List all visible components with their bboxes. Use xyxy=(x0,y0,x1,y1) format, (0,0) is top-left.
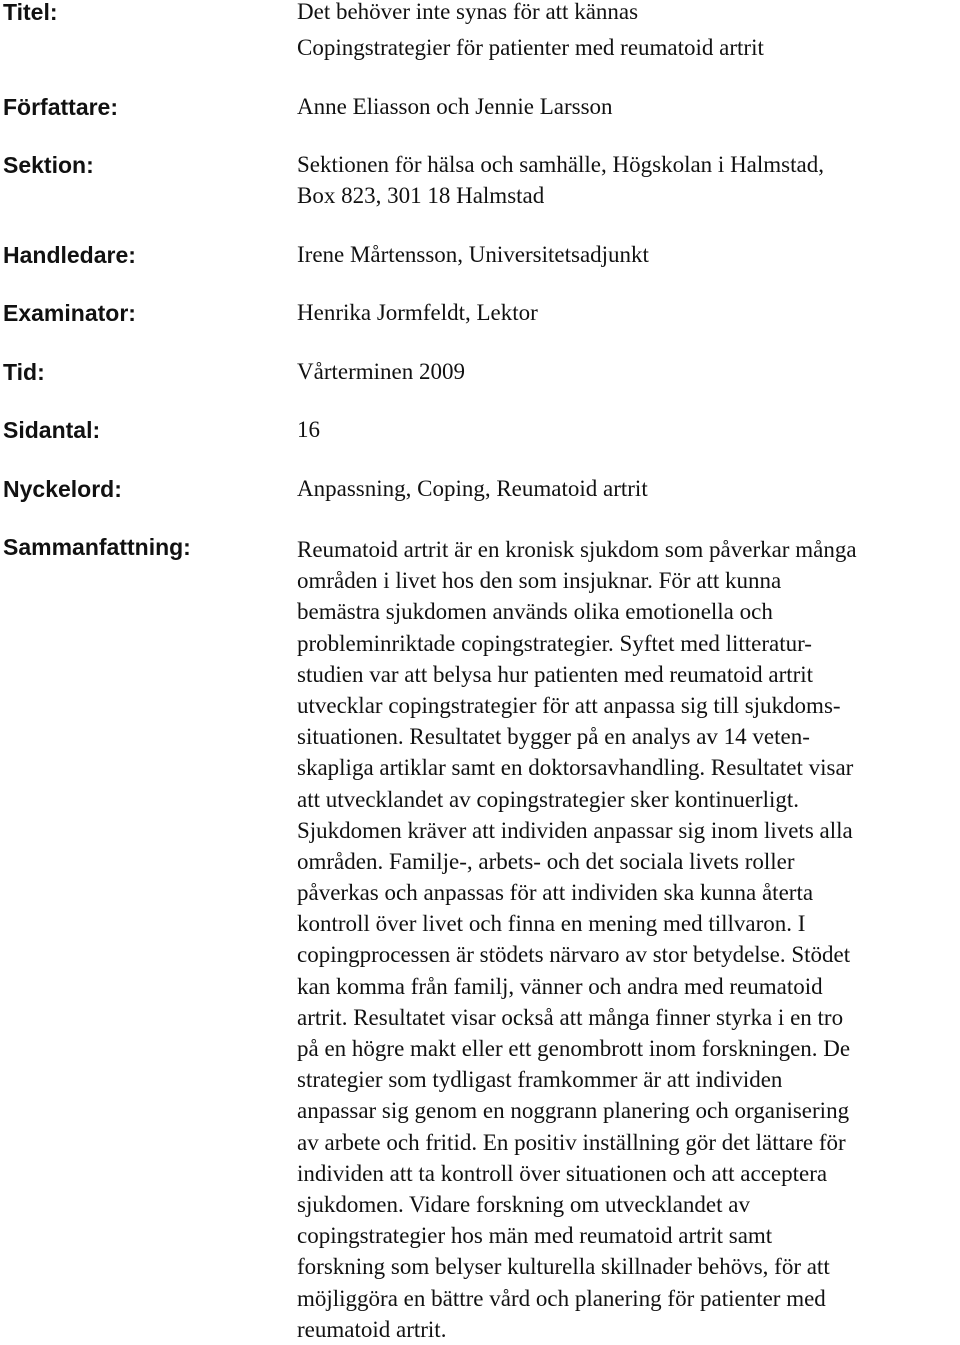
keywords-value: Anpassning, Coping, Reumatoid artrit xyxy=(297,476,648,501)
abstract-line: bemästra sjukdomen används olika emotionella och xyxy=(297,599,773,625)
abstract-line: copingprocessen är stödets närvaro av stor betydelse. Stödet xyxy=(297,942,851,968)
page-count-value: 16 xyxy=(297,417,320,442)
section-value-line-1: Sektionen för hälsa och samhälle, Högskolan i Halmstad, xyxy=(297,152,824,177)
handledare-label: Handledare: xyxy=(3,242,136,268)
sammanfattning-label: Sammanfattning: xyxy=(3,534,191,560)
examinator-label: Examinator: xyxy=(3,300,136,326)
abstract-line: Reumatoid artrit är en kronisk sjukdom som påverkar många xyxy=(297,537,857,562)
sidantal-label: Sidantal: xyxy=(3,417,101,443)
abstract-line: kontroll över livet och finna en mening med tillvaron. I xyxy=(297,911,806,937)
abstract-line: på en högre makt eller ett genombrott inom forskningen. De xyxy=(297,1036,851,1061)
abstract-line: sjukdomen. Vidare forskning om utvecklandet av xyxy=(297,1191,750,1217)
abstract-line: studien var att belysa hur patienten med reumatoid artrit xyxy=(297,661,814,687)
abstract-line: situationen. Resultatet bygger på en analys av 14 veten- xyxy=(297,724,810,750)
abstract-line: anpassar sig genom en noggrann planering och organisering xyxy=(297,1098,850,1124)
examiner-value: Henrika Jormfeldt, Lektor xyxy=(297,300,538,325)
abstract-line: kan komma från familj, vänner och andra med reumatoid xyxy=(297,973,823,999)
abstract-line: individen att ta kontroll över situationen och att acceptera xyxy=(297,1160,828,1186)
abstract-line: områden i livet hos den som insjuknar. För att kunna xyxy=(297,568,782,594)
abstract-line: forskning som belyser kulturella skillnader behövs, för att xyxy=(297,1254,830,1280)
abstract-line: probleminriktade copingstrategier. Syftet med litteratur- xyxy=(297,630,812,656)
titel-label: Titel: xyxy=(3,0,58,25)
section-value-line-2: Box 823, 301 18 Halmstad xyxy=(297,183,545,208)
abstract-line: skapliga artiklar samt en doktorsavhandling. Resultatet visar xyxy=(297,755,854,781)
abstract-line: copingstrategier hos män med reumatoid artrit samt xyxy=(297,1223,773,1249)
authors-value: Anne Eliasson och Jennie Larsson xyxy=(297,94,613,119)
abstract-line: strategier som tydligast framkommer är att individen xyxy=(297,1067,783,1093)
forfattare-label: Författare: xyxy=(3,94,119,120)
abstract-line: av arbete och fritid. En positiv inställning gör det lättare för xyxy=(297,1129,846,1155)
title-value-line-2: Copingstrategier för patienter med reumatoid artrit xyxy=(297,35,764,60)
abstract-line: möjliggöra en bättre vård och planering för patienter med xyxy=(297,1285,826,1311)
abstract-line: Sjukdomen kräver att individen anpassar sig inom livets alla xyxy=(297,817,853,843)
sektion-label: Sektion: xyxy=(3,152,94,178)
abstract-line: påverkas och anpassas för att individen ska kunna återta xyxy=(297,880,814,906)
abstract-line: reumatoid artrit. xyxy=(297,1316,447,1342)
supervisor-value: Irene Mårtensson, Universitetsadjunkt xyxy=(297,242,649,267)
abstract-line: utvecklar copingstrategier för att anpassa sig till sjukdoms- xyxy=(297,692,841,718)
nyckelord-label: Nyckelord: xyxy=(3,476,122,502)
abstract-text xyxy=(297,534,960,1345)
tid-label: Tid: xyxy=(3,359,45,385)
abstract-line: att utvecklandet av copingstrategier sker kontinuerligt. xyxy=(297,786,800,812)
time-value: Vårterminen 2009 xyxy=(297,359,465,384)
abstract-line: områden. Familje-, arbets- och det sociala livets roller xyxy=(297,848,795,874)
abstract-line: artrit. Resultatet visar också att många finner styrka i en tro xyxy=(297,1004,844,1030)
title-value-line-1: Det behöver inte synas för att kännas xyxy=(297,0,639,24)
